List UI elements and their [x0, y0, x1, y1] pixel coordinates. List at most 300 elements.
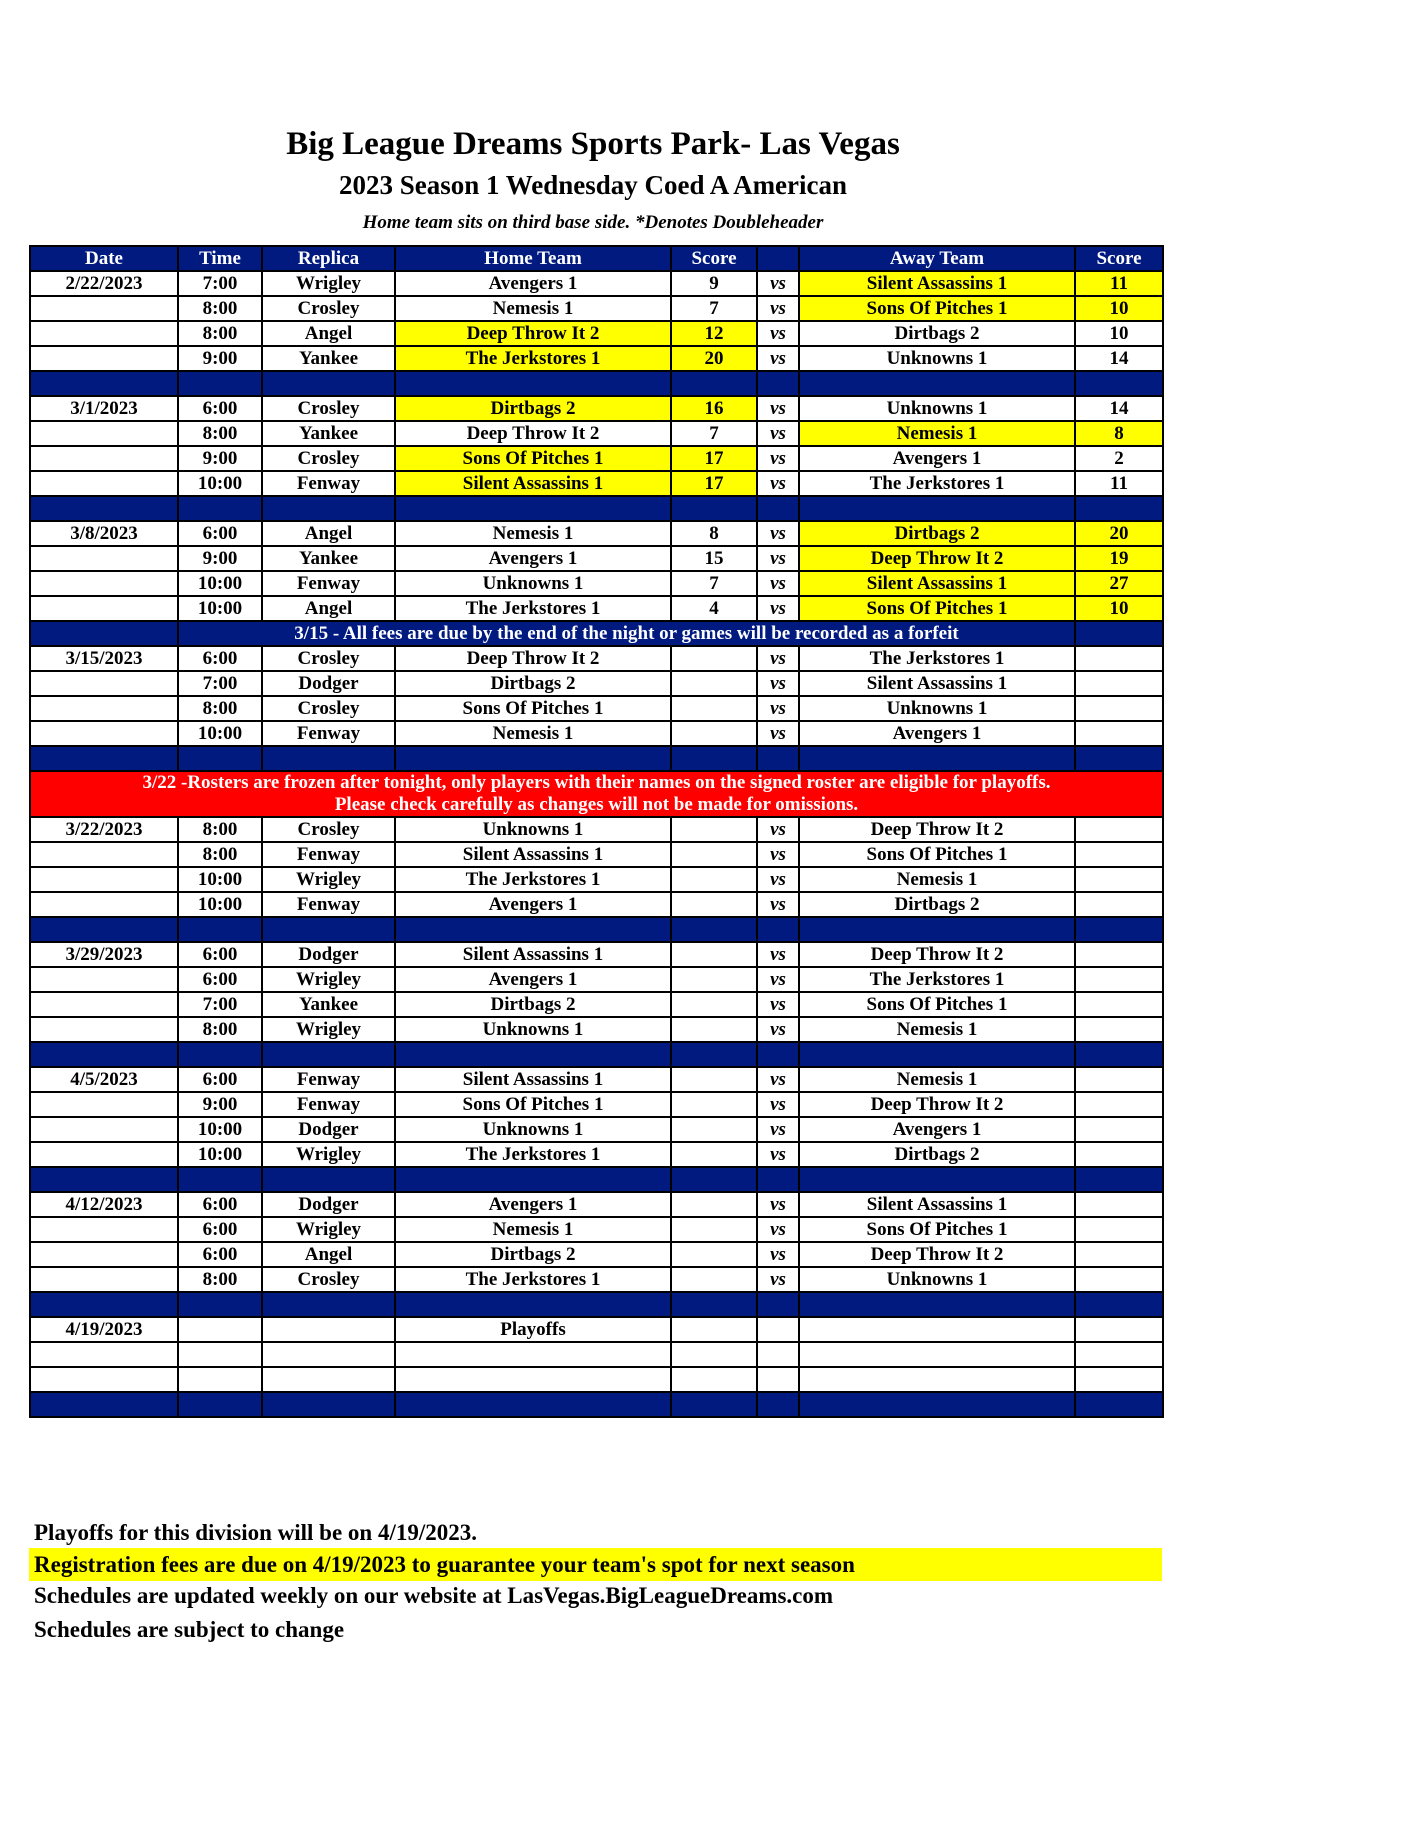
home-team: The Jerkstores 1 — [395, 1142, 671, 1167]
separator-cell — [395, 1292, 671, 1317]
empty-cell — [395, 1367, 671, 1392]
separator-cell — [178, 1167, 262, 1192]
separator-cell — [30, 1042, 178, 1067]
col-away-team: Away Team — [799, 246, 1075, 271]
game-row — [30, 671, 1163, 696]
home-team: Silent Assassins 1 — [395, 842, 671, 867]
game-time: 8:00 — [178, 321, 262, 346]
rosters-message — [30, 771, 1163, 817]
vs-label: vs — [757, 346, 799, 371]
empty-cell — [178, 1342, 262, 1367]
game-time: 10:00 — [178, 721, 262, 746]
game-date — [30, 1267, 178, 1292]
game-row — [30, 271, 1163, 296]
away-team: Silent Assassins 1 — [799, 271, 1075, 296]
home-score: 7 — [671, 571, 757, 596]
game-row — [30, 521, 1163, 546]
separator-cell — [671, 1042, 757, 1067]
home-score: 17 — [671, 446, 757, 471]
separator-cell — [671, 917, 757, 942]
home-score — [671, 646, 757, 671]
home-score — [671, 992, 757, 1017]
playoffs-date: 4/19/2023 — [30, 1317, 178, 1342]
game-time: 6:00 — [178, 942, 262, 967]
fees-message-row — [30, 621, 1163, 646]
page-title: Big League Dreams Sports Park- Las Vegas — [286, 126, 900, 162]
separator-row — [30, 746, 1163, 771]
game-field: Fenway — [262, 471, 395, 496]
game-field: Fenway — [262, 842, 395, 867]
game-row — [30, 1067, 1163, 1092]
separator-cell — [395, 917, 671, 942]
separator-cell — [1075, 746, 1163, 771]
game-date — [30, 696, 178, 721]
vs-label: vs — [757, 471, 799, 496]
game-time: 8:00 — [178, 842, 262, 867]
home-score — [671, 967, 757, 992]
away-team: Silent Assassins 1 — [799, 671, 1075, 696]
separator-cell — [178, 1042, 262, 1067]
separator-cell — [757, 1042, 799, 1067]
vs-label: vs — [757, 942, 799, 967]
empty-cell — [799, 1367, 1075, 1392]
away-team: Sons Of Pitches 1 — [799, 1217, 1075, 1242]
home-team: Unknowns 1 — [395, 571, 671, 596]
away-score — [1075, 842, 1163, 867]
game-row — [30, 296, 1163, 321]
home-team-note: Home team sits on third base side. *Denotes Doubleheader — [362, 212, 824, 233]
game-row — [30, 892, 1163, 917]
separator-cell — [757, 917, 799, 942]
game-row — [30, 1092, 1163, 1117]
away-score — [1075, 1017, 1163, 1042]
game-row — [30, 721, 1163, 746]
game-time: 10:00 — [178, 1117, 262, 1142]
empty-cell — [671, 1317, 757, 1342]
away-score — [1075, 1117, 1163, 1142]
game-time: 10:00 — [178, 1142, 262, 1167]
game-row — [30, 646, 1163, 671]
separator-cell — [757, 1292, 799, 1317]
away-score — [1075, 992, 1163, 1017]
game-time: 8:00 — [178, 1267, 262, 1292]
separator-cell — [262, 1392, 395, 1417]
separator-cell — [757, 371, 799, 396]
separator-cell — [799, 746, 1075, 771]
home-score — [671, 1267, 757, 1292]
separator-cell — [1075, 1167, 1163, 1192]
away-team: Deep Throw It 2 — [799, 546, 1075, 571]
separator-row — [30, 496, 1163, 521]
home-team: Unknowns 1 — [395, 817, 671, 842]
away-team: The Jerkstores 1 — [799, 967, 1075, 992]
game-date — [30, 421, 178, 446]
empty-cell — [262, 1317, 395, 1342]
game-date: 4/12/2023 — [30, 1192, 178, 1217]
playoffs-row — [30, 1317, 1163, 1342]
away-team: Avengers 1 — [799, 1117, 1075, 1142]
page-subtitle: 2023 Season 1 Wednesday Coed A American — [338, 170, 848, 200]
game-field: Wrigley — [262, 1217, 395, 1242]
separator-row — [30, 371, 1163, 396]
away-score — [1075, 1217, 1163, 1242]
away-score — [1075, 1267, 1163, 1292]
separator-cell — [262, 496, 395, 521]
game-time: 7:00 — [178, 671, 262, 696]
vs-label: vs — [757, 421, 799, 446]
separator-cell — [30, 1392, 178, 1417]
home-score — [671, 1092, 757, 1117]
game-time: 6:00 — [178, 646, 262, 671]
home-team: The Jerkstores 1 — [395, 867, 671, 892]
separator-cell — [1075, 621, 1163, 646]
away-score — [1075, 671, 1163, 696]
away-team: Nemesis 1 — [799, 867, 1075, 892]
home-score — [671, 817, 757, 842]
separator-cell — [671, 1392, 757, 1417]
separator-cell — [671, 371, 757, 396]
away-team: Unknowns 1 — [799, 396, 1075, 421]
home-team: Avengers 1 — [395, 892, 671, 917]
separator-cell — [757, 1167, 799, 1192]
separator-cell — [799, 1042, 1075, 1067]
home-team: Dirtbags 2 — [395, 671, 671, 696]
separator-cell — [262, 746, 395, 771]
vs-label: vs — [757, 867, 799, 892]
game-time: 8:00 — [178, 296, 262, 321]
game-field: Crosley — [262, 446, 395, 471]
away-score — [1075, 1192, 1163, 1217]
separator-cell — [1075, 496, 1163, 521]
home-team: Sons Of Pitches 1 — [395, 1092, 671, 1117]
vs-label: vs — [757, 992, 799, 1017]
playoffs-note: Playoffs for this division will be on 4/19/2023. — [34, 1520, 478, 1545]
registration-note: Registration fees are due on 4/19/2023 to guarantee your team's spot for next season — [29, 1548, 1162, 1581]
away-score: 2 — [1075, 446, 1163, 471]
separator-cell — [30, 917, 178, 942]
home-team: Avengers 1 — [395, 967, 671, 992]
away-score: 11 — [1075, 471, 1163, 496]
empty-cell — [30, 1367, 178, 1392]
home-team: Silent Assassins 1 — [395, 1067, 671, 1092]
game-date — [30, 346, 178, 371]
home-score — [671, 1017, 757, 1042]
game-field: Fenway — [262, 721, 395, 746]
away-team: Dirtbags 2 — [799, 321, 1075, 346]
home-team: Dirtbags 2 — [395, 396, 671, 421]
away-team: Nemesis 1 — [799, 1067, 1075, 1092]
game-row — [30, 321, 1163, 346]
away-score — [1075, 892, 1163, 917]
game-row — [30, 1242, 1163, 1267]
separator-row — [30, 1392, 1163, 1417]
away-team: Deep Throw It 2 — [799, 1092, 1075, 1117]
away-score: 27 — [1075, 571, 1163, 596]
game-row — [30, 421, 1163, 446]
game-time: 6:00 — [178, 1217, 262, 1242]
game-field: Fenway — [262, 1092, 395, 1117]
game-time: 8:00 — [178, 1017, 262, 1042]
separator-cell — [30, 496, 178, 521]
home-score: 12 — [671, 321, 757, 346]
away-team: Avengers 1 — [799, 721, 1075, 746]
game-time: 10:00 — [178, 867, 262, 892]
game-time: 8:00 — [178, 421, 262, 446]
game-date — [30, 1217, 178, 1242]
game-date — [30, 1117, 178, 1142]
away-team: Dirtbags 2 — [799, 892, 1075, 917]
separator-cell — [1075, 371, 1163, 396]
separator-cell — [262, 371, 395, 396]
game-date — [30, 842, 178, 867]
separator-cell — [178, 371, 262, 396]
away-score: 10 — [1075, 321, 1163, 346]
rosters-message-row — [30, 771, 1163, 817]
vs-label: vs — [757, 1092, 799, 1117]
game-time: 6:00 — [178, 521, 262, 546]
away-team: Dirtbags 2 — [799, 521, 1075, 546]
separator-cell — [178, 1392, 262, 1417]
vs-label: vs — [757, 321, 799, 346]
separator-cell — [178, 496, 262, 521]
separator-cell — [757, 1392, 799, 1417]
vs-label: vs — [757, 596, 799, 621]
home-score — [671, 1217, 757, 1242]
rosters-message-line1: 3/22 -Rosters are frozen after tonight, only players with their names on the signed roster are eligible for playoffs. — [142, 772, 1051, 793]
empty-cell — [757, 1317, 799, 1342]
game-row — [30, 346, 1163, 371]
home-score: 4 — [671, 596, 757, 621]
game-time: 10:00 — [178, 571, 262, 596]
empty-cell — [757, 1342, 799, 1367]
game-field: Wrigley — [262, 1017, 395, 1042]
game-row — [30, 1142, 1163, 1167]
game-time: 9:00 — [178, 346, 262, 371]
separator-cell — [757, 496, 799, 521]
game-date — [30, 671, 178, 696]
game-time: 9:00 — [178, 546, 262, 571]
separator-cell — [395, 746, 671, 771]
game-time: 6:00 — [178, 396, 262, 421]
away-score — [1075, 967, 1163, 992]
game-field: Crosley — [262, 296, 395, 321]
separator-row — [30, 1042, 1163, 1067]
away-team: Sons Of Pitches 1 — [799, 296, 1075, 321]
home-score — [671, 1192, 757, 1217]
separator-cell — [262, 917, 395, 942]
vs-label: vs — [757, 521, 799, 546]
separator-cell — [671, 496, 757, 521]
separator-cell — [395, 1042, 671, 1067]
separator-cell — [262, 1042, 395, 1067]
away-team: Avengers 1 — [799, 446, 1075, 471]
home-score — [671, 942, 757, 967]
game-time: 6:00 — [178, 1192, 262, 1217]
separator-cell — [671, 1292, 757, 1317]
vs-label: vs — [757, 1217, 799, 1242]
separator-cell — [799, 371, 1075, 396]
separator-cell — [395, 371, 671, 396]
game-row — [30, 571, 1163, 596]
game-field: Wrigley — [262, 967, 395, 992]
separator-cell — [30, 746, 178, 771]
home-score: 17 — [671, 471, 757, 496]
home-score — [671, 1142, 757, 1167]
home-team: Dirtbags 2 — [395, 1242, 671, 1267]
separator-cell — [178, 917, 262, 942]
away-team: Sons Of Pitches 1 — [799, 596, 1075, 621]
separator-cell — [395, 1167, 671, 1192]
game-time: 10:00 — [178, 471, 262, 496]
away-team: Unknowns 1 — [799, 696, 1075, 721]
game-time: 6:00 — [178, 1067, 262, 1092]
home-team: Nemesis 1 — [395, 1217, 671, 1242]
home-score — [671, 721, 757, 746]
home-team: The Jerkstores 1 — [395, 596, 671, 621]
col-home-score: Score — [671, 246, 757, 271]
vs-label: vs — [757, 842, 799, 867]
game-field: Crosley — [262, 396, 395, 421]
game-field: Crosley — [262, 1267, 395, 1292]
game-time: 6:00 — [178, 967, 262, 992]
game-row — [30, 1267, 1163, 1292]
col-vs — [757, 246, 799, 271]
home-score — [671, 867, 757, 892]
away-score — [1075, 1242, 1163, 1267]
home-score: 7 — [671, 421, 757, 446]
change-note: Schedules are subject to change — [34, 1617, 345, 1642]
game-field: Wrigley — [262, 271, 395, 296]
game-date — [30, 471, 178, 496]
separator-cell — [262, 1167, 395, 1192]
vs-label: vs — [757, 1267, 799, 1292]
home-score: 16 — [671, 396, 757, 421]
game-date: 4/5/2023 — [30, 1067, 178, 1092]
vs-label: vs — [757, 1067, 799, 1092]
away-score — [1075, 721, 1163, 746]
game-date — [30, 1142, 178, 1167]
separator-cell — [671, 1167, 757, 1192]
game-row — [30, 867, 1163, 892]
home-team: Dirtbags 2 — [395, 992, 671, 1017]
away-team: Silent Assassins 1 — [799, 1192, 1075, 1217]
game-date: 3/15/2023 — [30, 646, 178, 671]
game-field: Dodger — [262, 1117, 395, 1142]
away-team: Sons Of Pitches 1 — [799, 992, 1075, 1017]
home-score — [671, 892, 757, 917]
home-score — [671, 671, 757, 696]
home-team: Avengers 1 — [395, 271, 671, 296]
vs-label: vs — [757, 817, 799, 842]
game-date — [30, 446, 178, 471]
away-score: 20 — [1075, 521, 1163, 546]
separator-cell — [395, 496, 671, 521]
away-score: 14 — [1075, 346, 1163, 371]
empty-cell — [671, 1342, 757, 1367]
game-row — [30, 696, 1163, 721]
game-time: 7:00 — [178, 271, 262, 296]
game-date — [30, 296, 178, 321]
separator-cell — [30, 371, 178, 396]
home-score: 7 — [671, 296, 757, 321]
game-time: 8:00 — [178, 817, 262, 842]
vs-label: vs — [757, 1192, 799, 1217]
away-team: Unknowns 1 — [799, 346, 1075, 371]
home-team: Deep Throw It 2 — [395, 646, 671, 671]
game-row — [30, 446, 1163, 471]
empty-cell — [799, 1317, 1075, 1342]
separator-cell — [178, 1292, 262, 1317]
game-row — [30, 546, 1163, 571]
game-row — [30, 1217, 1163, 1242]
game-field: Wrigley — [262, 1142, 395, 1167]
game-row — [30, 1117, 1163, 1142]
game-date: 3/29/2023 — [30, 942, 178, 967]
away-score — [1075, 1067, 1163, 1092]
separator-cell — [799, 1392, 1075, 1417]
empty-cell — [671, 1367, 757, 1392]
home-score — [671, 842, 757, 867]
away-score — [1075, 1092, 1163, 1117]
game-row — [30, 1192, 1163, 1217]
header-row — [30, 246, 1163, 271]
separator-cell — [262, 1292, 395, 1317]
home-score — [671, 696, 757, 721]
playoffs-label: Playoffs — [395, 1317, 671, 1342]
game-field: Angel — [262, 596, 395, 621]
separator-cell — [30, 1167, 178, 1192]
game-date — [30, 967, 178, 992]
empty-cell — [178, 1317, 262, 1342]
home-team: Sons Of Pitches 1 — [395, 446, 671, 471]
away-score — [1075, 942, 1163, 967]
game-field: Yankee — [262, 546, 395, 571]
separator-cell — [799, 496, 1075, 521]
separator-cell — [1075, 1392, 1163, 1417]
vs-label: vs — [757, 396, 799, 421]
fees-message: 3/15 - All fees are due by the end of the night or games will be recorded as a forfeit — [178, 621, 1075, 646]
away-team: Nemesis 1 — [799, 421, 1075, 446]
empty-cell — [262, 1367, 395, 1392]
separator-cell — [178, 746, 262, 771]
away-score: 8 — [1075, 421, 1163, 446]
vs-label: vs — [757, 271, 799, 296]
game-field: Angel — [262, 521, 395, 546]
away-score — [1075, 646, 1163, 671]
game-row — [30, 1017, 1163, 1042]
away-team: Deep Throw It 2 — [799, 942, 1075, 967]
away-team: Deep Throw It 2 — [799, 1242, 1075, 1267]
separator-cell — [30, 1292, 178, 1317]
game-time: 7:00 — [178, 992, 262, 1017]
home-score — [671, 1067, 757, 1092]
separator-cell — [757, 746, 799, 771]
game-date — [30, 546, 178, 571]
away-team: Dirtbags 2 — [799, 1142, 1075, 1167]
away-score: 10 — [1075, 296, 1163, 321]
separator-row — [30, 917, 1163, 942]
separator-cell — [671, 746, 757, 771]
vs-label: vs — [757, 671, 799, 696]
away-team: Sons Of Pitches 1 — [799, 842, 1075, 867]
game-field: Fenway — [262, 1067, 395, 1092]
home-team: Silent Assassins 1 — [395, 471, 671, 496]
vs-label: vs — [757, 721, 799, 746]
game-date — [30, 571, 178, 596]
game-field: Angel — [262, 321, 395, 346]
separator-row — [30, 1167, 1163, 1192]
game-row — [30, 817, 1163, 842]
